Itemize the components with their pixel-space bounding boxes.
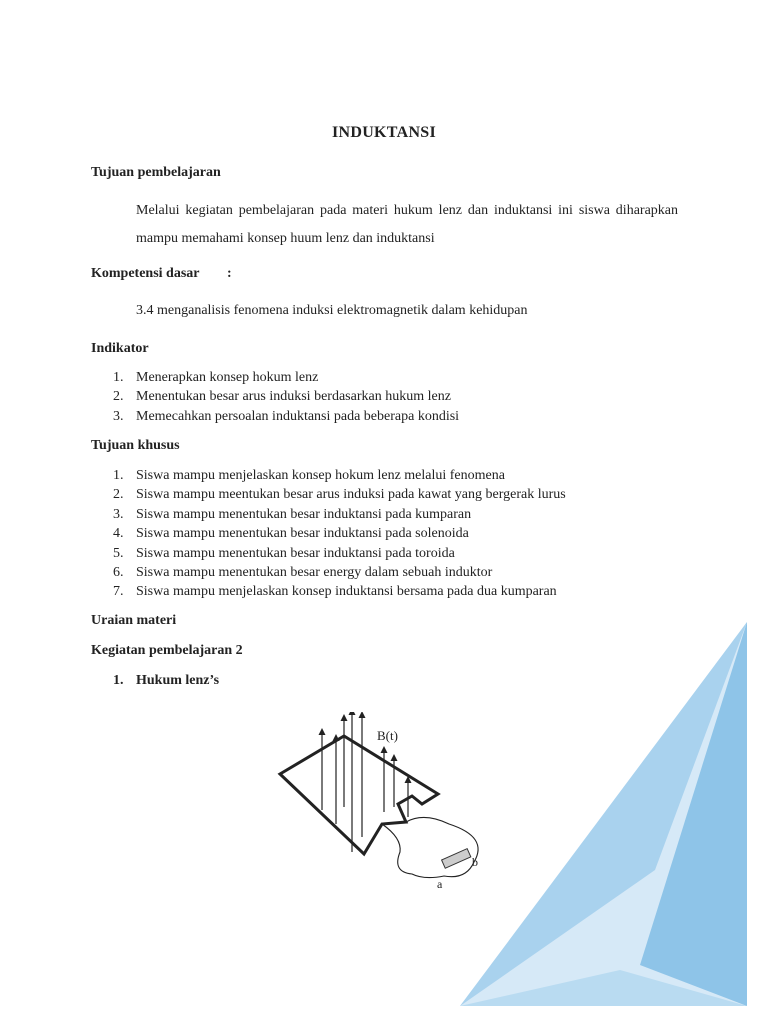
- subsection-heading: 1. Hukum lenz’s: [113, 673, 220, 688]
- tujuan-khusus-heading: Tujuan khusus: [91, 438, 180, 453]
- wire-loop: [280, 736, 438, 854]
- uraian-materi-heading: Uraian materi: [91, 613, 177, 628]
- document-title: INDUKTANSI: [331, 124, 437, 141]
- resistor: [442, 849, 471, 869]
- field-label: B(t): [377, 728, 398, 743]
- tujuan-pembelajaran-paragraph: Melalui kegiatan pembelajaran pada materi hukum lenz dan induktansi ini siswa diharapkan mampu memahami konsep huum lenz dan induktansi: [136, 203, 678, 246]
- kompetensi-dasar-text: 3.4 menganalisis fenomena induksi elektromagnetik dalam kehidupan: [136, 303, 528, 318]
- indikator-heading: Indikator: [91, 341, 149, 356]
- lead-wire: [382, 817, 478, 877]
- document-page: INDUKTANSI Tujuan pembelajaran Melalui kegiatan pembelajaran pada materi hukum lenz dan induktansi ini siswa diharapkan mampu memahami konsep huum lenz dan induktansi Kompetensi dasar : 3.4 menganalisis fenomena induksi elektromagnetik dalam kehidupan Indikator 1. Menerapkan konsep hokum lenz 2. Menentukan besar arus induksi berdasarkan hukum lenz 3. Memecahkan persoalan induktansi pada beberapa kondisi Tujuan khusus 1. Siswa mampu menjelaskan konsep hokum lenz melalui fenomena 2. Siswa mampu meentukan besar arus induksi pada kawat yang bergerak lurus 3. Siswa mampu menentukan besar induktansi pada kumparan 4. Siswa mampu menentukan besar induktansi pada solenoida 5. Siswa mampu menentukan besar induktansi pada toroida 6. Siswa mampu menentukan besar energy dalam sebuah induktor 7. Siswa mampu menjelaskan konsep induktansi bersama pada dua kumparan Uraian materi Kegiatan pembelajaran 2 1. Hukum lenz’s B(t) a b: [0, 0, 768, 1024]
- terminal-b-label: b: [472, 855, 478, 869]
- kompetensi-dasar-colon: :: [227, 266, 232, 281]
- terminal-a-label: a: [437, 877, 443, 891]
- tujuan-pembelajaran-heading: Tujuan pembelajaran: [91, 165, 221, 180]
- lenz-law-figure: [274, 712, 494, 892]
- kompetensi-dasar-heading: Kompetensi dasar: [91, 266, 200, 281]
- kegiatan-heading: Kegiatan pembelajaran 2: [91, 643, 243, 658]
